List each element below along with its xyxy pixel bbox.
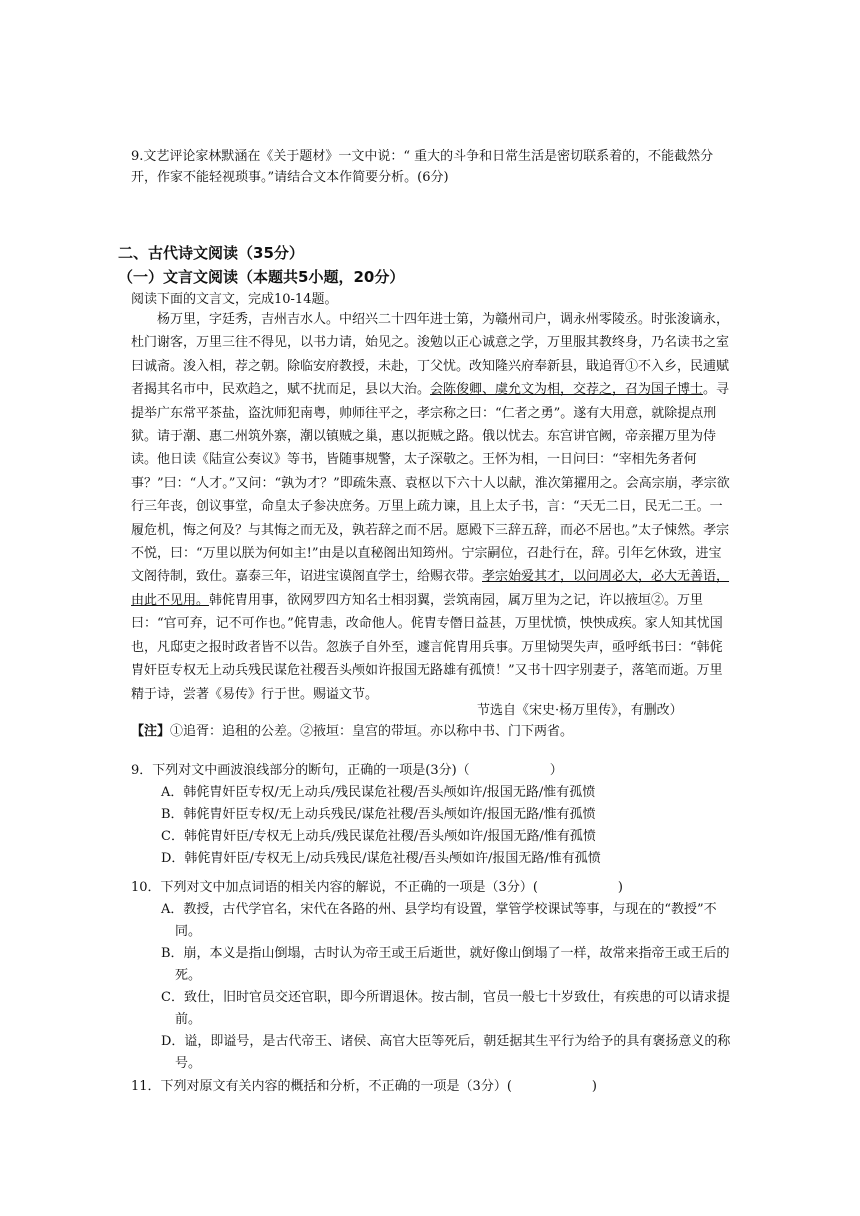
question-10: [131, 877, 733, 1075]
underlined-sentence-1: 会陈俊卿、虞允文为相，交荐之，召为国子博士: [430, 382, 704, 398]
option-c: C．致仕，旧时官员交还官职，即今所谓退休。按古制，官员一般七十岁致仕，有疾患的可以请求提前。: [161, 990, 730, 1027]
question-stem: [131, 877, 733, 899]
question-9-choice: [131, 760, 733, 870]
section-title: 二、古代诗文阅读（35分）: [118, 244, 304, 262]
question-11: [131, 1076, 733, 1098]
passage-source: 节选自《宋史·杨万里传》，有删改）: [477, 703, 683, 718]
option-b: B．崩，本义是指山倒塌，古时认为帝王或王后逝世，就好像山倒塌了一样，故常来指帝王或王后的死。: [161, 946, 730, 983]
underlined-sentence-2: 孝宗始爱其才，以问周必大，必大无善语，由此不见用。: [131, 569, 730, 608]
footnote: [131, 721, 733, 743]
option-d: D．谥，即谥号，是古代帝王、诸侯、高官大臣等死后，朝廷据其生平行为给予的具有褒扬意义的称号。: [161, 1034, 731, 1071]
option-c: C．韩侂胄奸臣/专权无上动兵/残民谋危社稷/吾头颅如许/报国无路/惟有孤愤: [161, 829, 596, 844]
question-close-paren: ): [591, 1079, 597, 1094]
passage-paragraph: [131, 308, 733, 706]
question-stem-text: 11．下列对原文有关内容的概括和分析，不正确的一项是（3分）(: [131, 1079, 512, 1094]
question-close-paren: ): [617, 880, 623, 895]
option-d: D．韩侂胄奸臣/专权无上/动兵残民/谋危社稷/吾头颅如许/报国无路/惟有孤愤: [161, 851, 601, 866]
passage-text-2: 。寻提举广东常平茶盐，盗沈师犯南粤，帅师往平之，孝宗称之曰：“仁者之勇”。遂有大用意，就除提点刑狱。请于潮、惠二州筑外寨，潮以镇贼之巢，惠以扼贼之路。俄以忧去。东宫讲官阙，帝亲擢万里为侍读。他日读《陆宣公奏议》等书，皆随事规警，太子深敬之。王怀为相，一日问曰：“宰相先务者何事？”曰：“人才。”又问：“孰为才？”即疏朱熹、袁枢以下六十人以献，淮次第擢用之。会高宗崩，孝宗欲行三年丧，创议事堂，命皇太子参决庶务。万里上疏力谏，且上太子书，言：“天无二日，民无二王。一履危机，悔之何及？与其悔之而无及，孰若辞之而不居。愿殿下三辞五辞，而必不居也。”太子悚然。孝宗不悦，曰：“万里以朕为何如主!”由是以直秘阁出知筠州。宁宗嗣位，召赴行在，辞。引年乞休致，进宝文阁待制，致仕。嘉泰三年，诏进宝谟阁直学士，给赐衣带。: [131, 382, 730, 585]
subsection-title: （一）文言文阅读（本题共5小题，20分）: [118, 268, 405, 286]
question-close-paren: ）: [549, 763, 563, 778]
question-stem: [131, 1076, 733, 1098]
question-stem-text: 9．下列对文中画波浪线部分的断句，正确的一项是(3分)（: [131, 763, 470, 778]
question-stem: [131, 760, 733, 782]
note-text: ①追胥：追租的公差。②掖垣：皇宫的带垣。亦以称中书、门下两省。: [170, 724, 574, 739]
classical-passage: [131, 308, 733, 706]
passage-text-3: 韩侂胄用事，欲网罗四方知名士相羽翼，尝筑南园，属万里为之记，许以掖垣②。万里曰：“官可弃，记不可作也。”侂胄恚，改命他人。侂胄专僭日益甚，万里忧愤，怏怏成疾。家人知其忧国也，凡邸吏之报时政者皆不以告。忽族子自外至，遽言侂胄用兵事。万里恸哭失声，亟呼纸书曰：“韩侂胄奸臣专权无上动兵残民谋危社稷吾头颅如许报国无路雄有孤愤！”又书十四字别妻子，落笔而逝。万里精于诗，尝著《易传》行于世。赐谥文节。: [131, 592, 723, 702]
option-a: A．韩侂胄奸臣专权/无上动兵/残民谋危社稷/吾头颅如许/报国无路/惟有孤愤: [161, 785, 596, 800]
note-label: 【注】: [131, 724, 171, 739]
option-b: B．韩侂胄奸臣专权/无上动兵残民/谋危社稷/吾头颅如许/报国无路/惟有孤愤: [161, 807, 596, 822]
passage-text-1: 杨万里，字廷秀，吉州吉水人。中绍兴二十四年进士第，为赣州司户，调永州零陵丞。时张浚谪永，杜门谢客，万里三往不得见，以书力请，始见之。浚勉以正心诚意之学，万里服其教终身，乃名读书之室曰诚斋。浚入相，荐之朝。除临安府教授，未赴，丁父忧。改知隆兴府奉新县，戢追胥①不入乡，民逋赋者揭其名市中，民欢趋之，赋不扰而足，县以大治。: [131, 312, 730, 398]
question-stem-text: 10．下列对文中加点词语的相关内容的解说，不正确的一项是（3分）(: [131, 880, 538, 895]
essay-question-9: 9.文艺评论家林默涵在《关于题材》一文中说：“ 重大的斗争和日常生活是密切联系着的，不能截然分开，作家不能轻视琐事。”请结合文本作简要分析。(6分): [131, 149, 714, 185]
reading-intro: 阅读下面的文言文，完成10-14题。: [131, 292, 338, 307]
option-a: A．教授，古代学官名，宋代在各路的州、县学均有设置，掌管学校课试等事，与现在的“教授”不同。: [161, 902, 717, 939]
